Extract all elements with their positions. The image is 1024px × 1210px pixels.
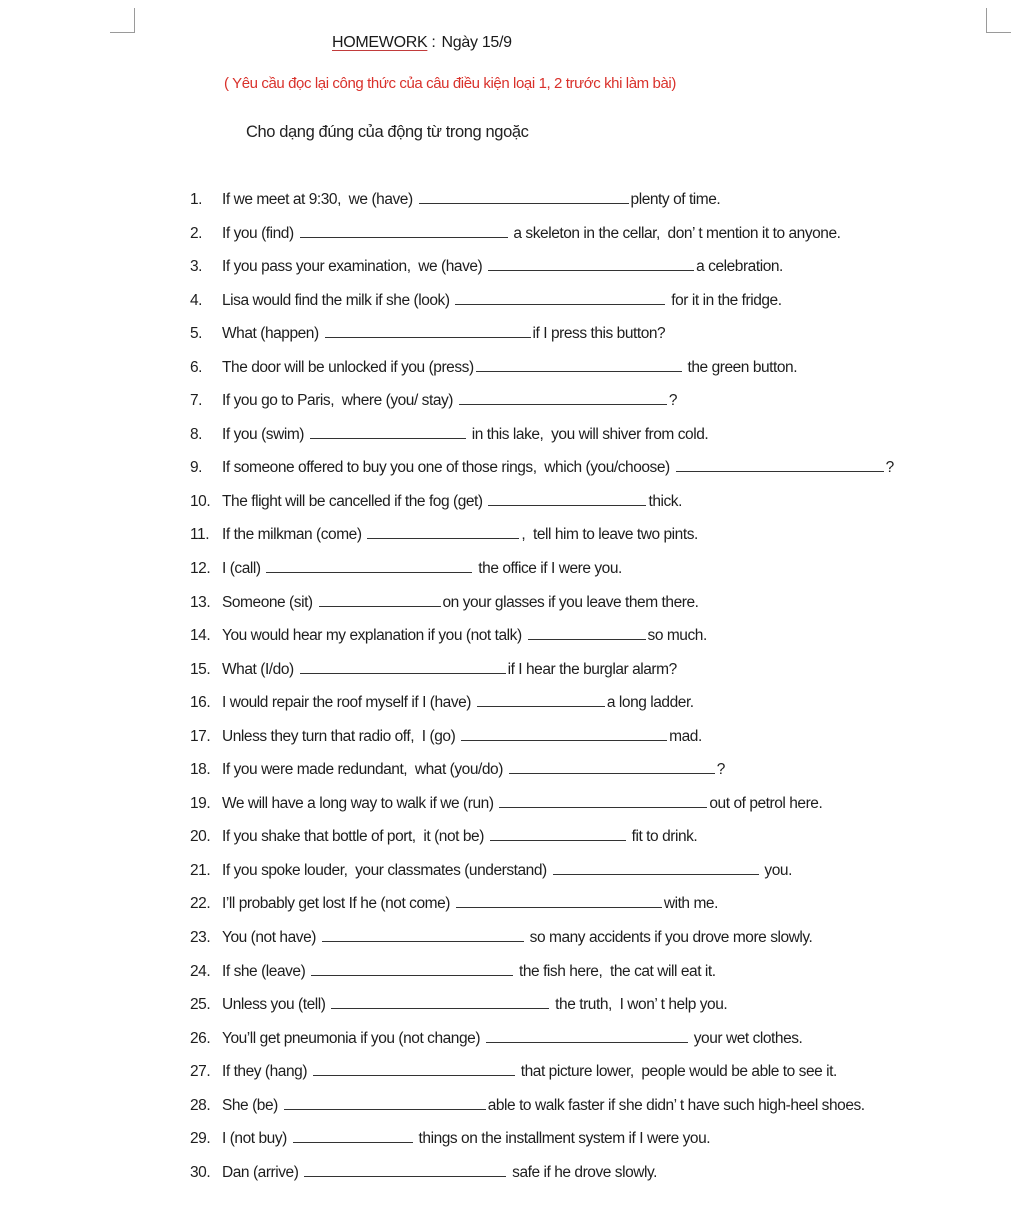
exercise-text-before: If we meet at 9:30, we (have) [222,191,417,208]
exercise-number: 8. [190,425,203,443]
exercise-text-after: fit to drink. [627,828,698,846]
exercise-number: 16. [190,694,211,712]
answer-blank[interactable] [293,1128,413,1143]
exercise-text-after: out of petrol here. [709,794,823,812]
exercise-item [190,557,990,591]
exercise-number: 24. [190,962,211,980]
exercise-text-after: a celebration. [696,258,783,276]
answer-blank[interactable] [319,592,441,607]
exercise-item [190,758,990,792]
exercise-number: 28. [190,1096,211,1114]
exercise-text-before: The flight will be cancelled if the fog (get) [222,492,487,510]
exercise-text-after: so much. [647,627,707,645]
exercise-text-before: If you (find) [222,224,298,242]
exercise-number: 14. [190,627,211,645]
exercise-item [190,892,990,926]
exercise-text-before: Someone (sit) [222,593,317,611]
answer-blank[interactable] [488,256,694,271]
answer-blank[interactable] [499,793,707,808]
answer-blank[interactable] [528,625,646,640]
exercise-item [190,859,990,893]
exercise-text-after: plenty of time. [630,191,721,208]
exercise-text-before: If someone offered to buy you one of those rings, which (you/choose) [222,459,674,477]
answer-blank[interactable] [509,759,715,774]
exercise-text-before: I would repair the roof myself if I (have) [222,694,475,712]
exercise-text-before: You would hear my explanation if you (not talk) [222,627,526,645]
exercise-text-after: that picture lower, people would be able to see it. [516,1063,837,1081]
answer-blank[interactable] [488,491,646,506]
exercise-number: 5. [190,325,203,343]
answer-blank[interactable] [459,390,667,405]
exercise-text-before: I (call) [222,560,265,578]
exercise-text-before: Unless you (tell) [222,996,330,1014]
homework-title: HOMEWORK [332,34,428,51]
exercise-text-before: What (I/do) [222,660,298,678]
exercise-number: 13. [190,593,211,611]
exercise-text-after: in this lake, you will shiver from cold. [467,425,709,443]
answer-blank[interactable] [310,424,466,439]
exercise-number: 12. [190,560,211,578]
exercise-text-before: If you (swim) [222,425,308,443]
exercise-text-before: If you were made redundant, what (you/do) [222,761,507,779]
exercise-text-before: If you pass your examination, we (have) [222,258,487,276]
instruction-note: ( Yêu cầu đọc lại công thức của câu điều kiện loại 1, 2 trước khi làm bài) [224,75,676,92]
exercise-item [190,792,990,826]
exercise-number: 29. [190,1130,211,1148]
exercise-number: 2. [190,224,203,242]
exercise-number: 23. [190,929,211,947]
exercise-text-after: a long ladder. [606,694,694,712]
exercise-text-after: on your glasses if you leave them there. [442,593,699,611]
exercise-item [190,658,990,692]
answer-blank[interactable] [553,860,759,875]
crop-mark-top-right [986,8,1011,33]
exercise-text-after: you. [760,861,792,879]
exercise-item [190,993,990,1027]
answer-blank[interactable] [300,223,508,238]
exercise-text-after: so many accidents if you drove more slowly. [525,929,813,947]
exercise-item [190,423,990,457]
exercise-item [190,356,990,390]
answer-blank[interactable] [456,893,662,908]
header-date: Ngày 15/9 [441,34,512,51]
exercise-text-before: We will have a long way to walk if we (run) [222,794,498,812]
exercise-text-after: for it in the fridge. [667,291,782,309]
answer-blank[interactable] [300,659,506,674]
exercise-text-before: If the milkman (come) [222,526,366,544]
exercise-number: 17. [190,727,211,745]
exercise-text-before: If you spoke louder, your classmates (understand) [222,861,551,879]
exercise-text-after: thick. [648,492,682,510]
exercise-item [190,255,990,289]
exercise-item [190,222,990,256]
exercise-number: 7. [190,392,203,410]
exercise-text-after: the fish here, the cat will eat it. [515,962,716,980]
exercise-item [190,624,990,658]
header-separator: : [431,34,436,51]
exercise-text-before: What (happen) [222,325,323,343]
answer-blank[interactable] [476,357,682,372]
exercise-text-after: your wet clothes. [689,1029,803,1047]
exercise-text-after: ? [716,761,725,779]
exercise-item [190,1127,990,1161]
exercise-number: 22. [190,895,211,913]
answer-blank[interactable] [477,692,605,707]
answer-blank[interactable] [313,1061,515,1076]
answer-blank[interactable] [322,927,524,942]
exercise-subtitle: Cho dạng đúng của động từ trong ngoặc [246,123,529,141]
exercise-number: 1. [190,191,203,208]
exercise-number: 15. [190,660,211,678]
exercise-item [190,1027,990,1061]
answer-blank[interactable] [367,524,519,539]
exercise-text-before: Dan (arrive) [222,1163,303,1181]
exercise-item [190,1161,990,1195]
exercise-text-before: If they (hang) [222,1063,311,1081]
answer-blank[interactable] [311,961,513,976]
exercise-text-after: a skeleton in the cellar, don’ t mention it to anyone. [509,224,841,242]
exercise-item [190,591,990,625]
exercise-item [190,825,990,859]
answer-blank[interactable] [284,1095,486,1110]
exercise-text-after: things on the installment system if I were you. [414,1130,711,1148]
exercise-number: 11. [190,526,210,544]
exercise-text-after: safe if he drove slowly. [508,1163,657,1181]
exercise-text-before: You (not have) [222,929,320,947]
exercise-item [190,289,990,323]
exercise-number: 3. [190,258,203,276]
exercise-text-before: If you shake that bottle of port, it (not be) [222,828,488,846]
exercise-item [190,725,990,759]
exercise-item [190,389,990,423]
exercise-number: 30. [190,1163,211,1181]
exercise-item [190,523,990,557]
answer-blank[interactable] [266,558,472,573]
exercise-number: 19. [190,794,211,812]
exercise-item [190,456,990,490]
exercise-text-after: the truth, I won’ t help you. [551,996,728,1014]
exercise-text-before: If she (leave) [222,962,310,980]
exercise-text-after: if I press this button? [532,325,666,343]
exercise-number: 25. [190,996,211,1014]
answer-blank[interactable] [419,189,629,204]
exercise-text-before: If you go to Paris, where (you/ stay) [222,392,457,410]
exercise-item [190,1060,990,1094]
exercise-text-after: , tell him to leave two pints. [521,526,698,544]
exercise-text-after: with me. [663,895,718,913]
exercise-text-before: The door will be unlocked if you (press) [222,358,474,376]
exercise-list [190,188,990,1194]
exercise-number: 21. [190,861,211,879]
answer-blank[interactable] [331,994,549,1009]
exercise-text-before: I (not buy) [222,1130,291,1148]
exercise-text-after: able to walk faster if she didn’ t have such high-heel shoes. [487,1096,865,1114]
exercise-number: 4. [190,291,203,309]
answer-blank[interactable] [486,1028,688,1043]
answer-blank[interactable] [304,1162,506,1177]
answer-blank[interactable] [455,290,665,305]
answer-blank[interactable] [490,826,626,841]
crop-mark-top-left [110,8,135,33]
exercise-text-after: ? [668,392,678,410]
answer-blank[interactable] [461,726,667,741]
exercise-number: 6. [190,358,203,376]
exercise-text-before: Lisa would find the milk if she (look) [222,291,454,309]
exercise-number: 20. [190,828,211,846]
exercise-item [190,322,990,356]
exercise-text-after: ? [885,459,894,477]
answer-blank[interactable] [676,457,884,472]
exercise-item [190,691,990,725]
answer-blank[interactable] [325,323,531,338]
exercise-number: 9. [190,459,203,477]
exercise-text-after: if I hear the burglar alarm? [507,660,677,678]
exercise-text-after: mad. [669,727,702,745]
exercise-text-before: Unless they turn that radio off, I (go) [222,727,460,745]
exercise-number: 26. [190,1029,211,1047]
exercise-number: 10. [190,492,211,510]
exercise-item [190,1094,990,1128]
page-header [332,34,512,52]
exercise-text-after: the green button. [683,358,798,376]
exercise-text-before: She (be) [222,1096,282,1114]
exercise-text-before: I’ll probably get lost If he (not come) [222,895,454,913]
exercise-text-before: You’ll get pneumonia if you (not change) [222,1029,484,1047]
exercise-number: 27. [190,1063,211,1081]
exercise-item [190,490,990,524]
exercise-item [190,926,990,960]
exercise-item [190,960,990,994]
exercise-number: 18. [190,761,211,779]
exercise-text-after: the office if I were you. [474,560,622,578]
exercise-item [190,188,990,222]
